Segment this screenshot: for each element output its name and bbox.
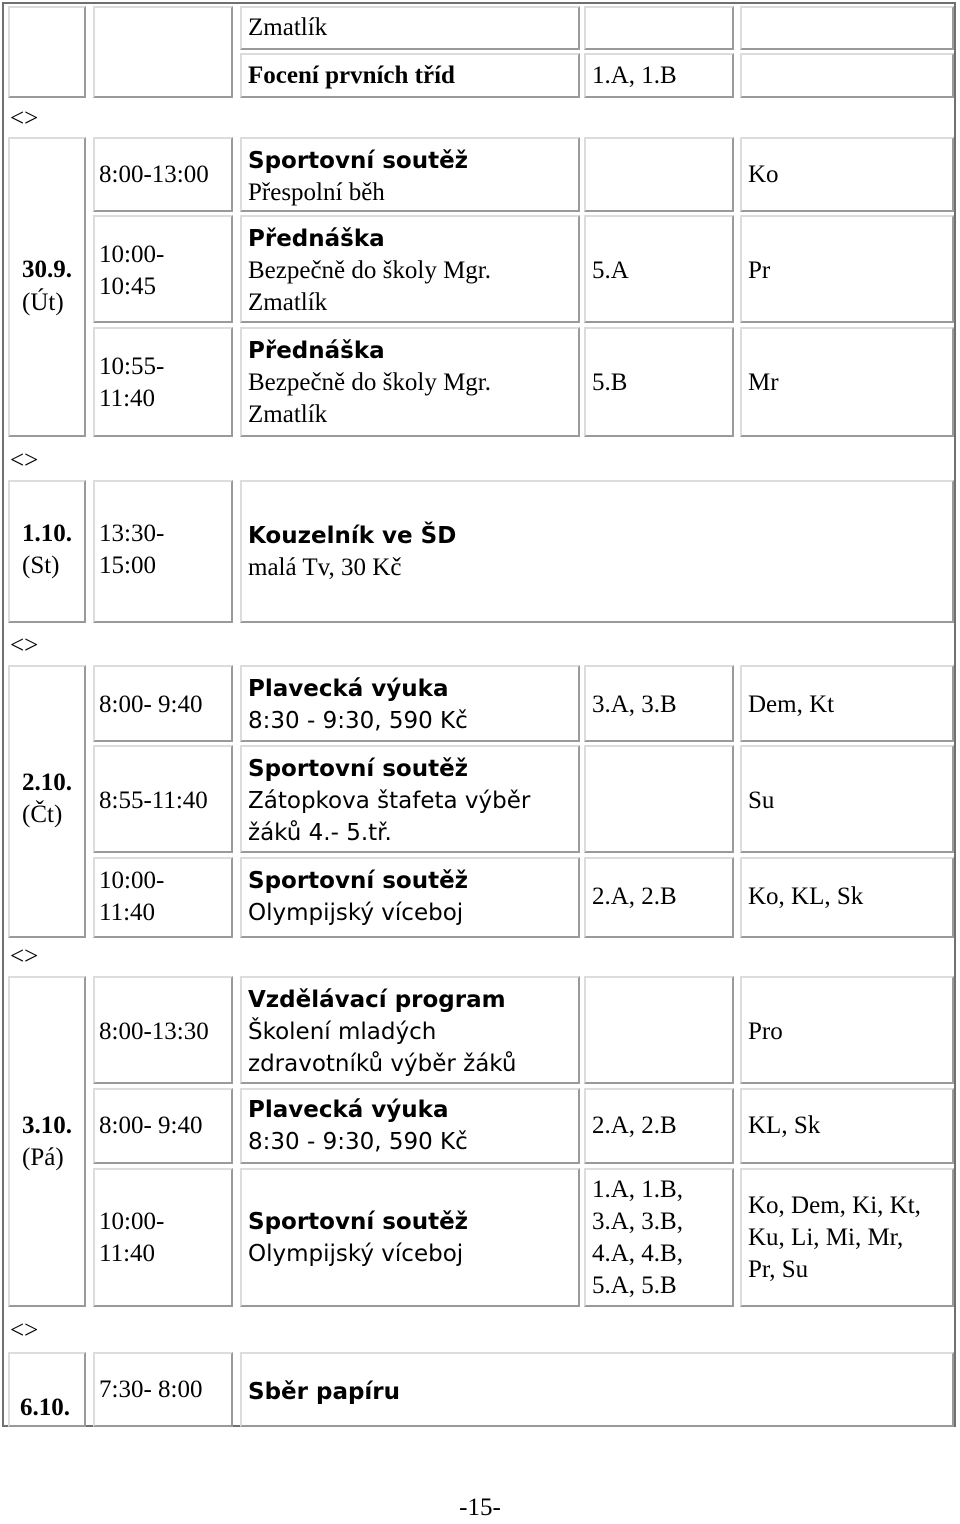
date-cell [8, 1352, 86, 1427]
date-label: 30.9. [22, 256, 72, 283]
event-desc: Zátopkova štafeta výběr [248, 788, 531, 814]
teacher-value: Ku, Li, Mi, Mr, [748, 1224, 904, 1251]
event-cell [240, 1088, 580, 1164]
time-value: 8:00-13:30 [99, 1018, 209, 1045]
event-cell [240, 480, 954, 623]
class-cell [584, 976, 734, 1084]
date-cell [8, 665, 86, 938]
event-cell [240, 1168, 580, 1307]
weekday-label: (Pá) [22, 1144, 64, 1171]
teacher-cell [740, 1168, 954, 1307]
event-desc: Přespolní běh [248, 179, 385, 206]
teacher-value: Ko, KL, Sk [748, 883, 864, 910]
event-title: Přednáška [248, 338, 385, 364]
teacher-cell [740, 6, 954, 50]
time-cell [93, 327, 233, 437]
time-value: 8:00- 9:40 [99, 1112, 203, 1139]
teacher-cell [740, 215, 954, 323]
class-value: 5.A [592, 257, 629, 284]
teacher-value: Pr, Su [748, 1256, 809, 1283]
event-cell [240, 137, 580, 212]
time-value: 11:40 [99, 899, 156, 926]
event-cell [240, 215, 580, 323]
time-cell [93, 6, 233, 98]
event-cell [240, 857, 580, 938]
class-cell [584, 1088, 734, 1164]
date-label: 6.10. [20, 1394, 70, 1421]
time-cell [93, 857, 233, 938]
teacher-value: Pr [748, 257, 771, 284]
time-value: 8:00-13:00 [99, 161, 209, 188]
date-cell [8, 480, 86, 623]
class-cell [584, 327, 734, 437]
event-title: Přednáška [248, 226, 385, 252]
time-value: 10:00- [99, 241, 165, 268]
event-desc: žáků 4.- 5.tř. [248, 820, 392, 846]
class-cell [584, 53, 734, 98]
event-cell [240, 6, 580, 50]
event-title: Focení prvních tříd [248, 62, 455, 89]
teacher-value: Pro [748, 1018, 783, 1045]
teacher-cell [740, 53, 954, 98]
class-cell [584, 745, 734, 853]
class-value: 5.B [592, 369, 628, 396]
separator-mark: <> [10, 105, 39, 132]
event-desc: Bezpečně do školy Mgr. [248, 257, 492, 284]
teacher-value: Ko [748, 161, 779, 188]
class-value: 4.A, 4.B, [592, 1240, 683, 1267]
time-cell [93, 215, 233, 323]
class-cell [584, 6, 734, 50]
teacher-value: KL, Sk [748, 1112, 821, 1139]
weekday-label: (St) [22, 552, 60, 579]
weekday-label: (Čt) [22, 801, 63, 828]
teacher-cell [740, 327, 954, 437]
event-desc: Olympijský víceboj [248, 900, 464, 926]
time-cell [93, 1088, 233, 1164]
time-cell [93, 1352, 233, 1427]
time-value: 8:00- 9:40 [99, 691, 203, 718]
separator-mark: <> [10, 447, 39, 474]
class-value: 2.A, 2.B [592, 1112, 677, 1139]
teacher-value: Dem, Kt [748, 691, 835, 718]
event-title: Plavecká výuka [248, 676, 449, 702]
event-cell [240, 745, 580, 853]
separator-mark: <> [10, 943, 39, 970]
event-desc: Školení mladých [248, 1019, 437, 1045]
class-cell [584, 857, 734, 938]
date-label: 2.10. [22, 769, 72, 796]
event-desc: malá Tv, 30 Kč [248, 554, 402, 581]
date-label: 1.10. [22, 520, 72, 547]
date-label: 3.10. [22, 1112, 72, 1139]
time-value: 7:30- 8:00 [99, 1376, 203, 1403]
separator-mark: <> [10, 632, 39, 659]
event-desc: 8:30 - 9:30, 590 Kč [248, 1129, 468, 1155]
row-separator [2, 937, 952, 977]
teacher-cell [740, 665, 954, 742]
class-cell [584, 137, 734, 212]
time-cell [93, 976, 233, 1084]
time-value: 11:40 [99, 385, 156, 412]
class-value: 1.A, 1.B [592, 62, 677, 89]
class-value: 2.A, 2.B [592, 883, 677, 910]
event-cell [240, 327, 580, 437]
class-value: 3.A, 3.B [592, 691, 677, 718]
time-cell [93, 1168, 233, 1307]
time-value: 13:30- [99, 520, 165, 547]
separator-mark: <> [10, 1317, 39, 1344]
time-cell [93, 480, 233, 623]
weekday-label: (Út) [22, 289, 64, 316]
time-value: 15:00 [99, 552, 156, 579]
time-value: 10:45 [99, 273, 156, 300]
date-cell [8, 976, 86, 1307]
time-cell [93, 665, 233, 742]
teacher-cell [740, 857, 954, 938]
time-value: 10:55- [99, 353, 165, 380]
class-value: 5.A, 5.B [592, 1272, 677, 1299]
event-title: Sportovní soutěž [248, 1209, 469, 1235]
event-cell [240, 665, 580, 742]
date-cell [8, 6, 86, 98]
teacher-cell [740, 1088, 954, 1164]
class-cell [584, 665, 734, 742]
event-cell [240, 976, 580, 1084]
event-title: Sportovní soutěž [248, 148, 469, 174]
class-value: 3.A, 3.B, [592, 1208, 683, 1235]
teacher-cell [740, 976, 954, 1084]
class-cell [584, 1168, 734, 1307]
event-title: Sportovní soutěž [248, 756, 469, 782]
time-value: 8:55-11:40 [99, 787, 208, 814]
teacher-value: Su [748, 787, 775, 814]
event-desc: Zmatlík [248, 289, 328, 316]
time-cell [93, 137, 233, 212]
event-desc: Zmatlík [248, 401, 328, 428]
event-title: Kouzelník ve ŠD [248, 523, 457, 549]
class-value: 1.A, 1.B, [592, 1176, 683, 1203]
page-number: -15- [459, 1494, 501, 1521]
teacher-cell [740, 745, 954, 853]
event-desc: Zmatlík [248, 14, 328, 41]
event-cell [240, 53, 580, 98]
event-title: Sportovní soutěž [248, 868, 469, 894]
date-cell [8, 137, 86, 437]
class-cell [584, 215, 734, 323]
event-title: Vzdělávací program [248, 987, 506, 1013]
time-cell [93, 745, 233, 853]
row-separator [2, 626, 952, 666]
event-cell [240, 1352, 954, 1427]
event-desc: zdravotníků výběr žáků [248, 1051, 517, 1077]
row-separator [2, 99, 952, 139]
event-title: Sběr papíru [248, 1379, 401, 1405]
time-value: 10:00- [99, 1208, 165, 1235]
event-title: Plavecká výuka [248, 1097, 449, 1123]
event-desc: Olympijský víceboj [248, 1241, 464, 1267]
time-value: 10:00- [99, 867, 165, 894]
teacher-value: Mr [748, 369, 779, 396]
time-value: 11:40 [99, 1240, 156, 1267]
teacher-cell [740, 137, 954, 212]
row-separator [2, 1311, 952, 1351]
event-desc: Bezpečně do školy Mgr. [248, 369, 492, 396]
teacher-value: Ko, Dem, Ki, Kt, [748, 1192, 921, 1219]
row-separator [2, 441, 952, 481]
event-desc: 8:30 - 9:30, 590 Kč [248, 708, 468, 734]
